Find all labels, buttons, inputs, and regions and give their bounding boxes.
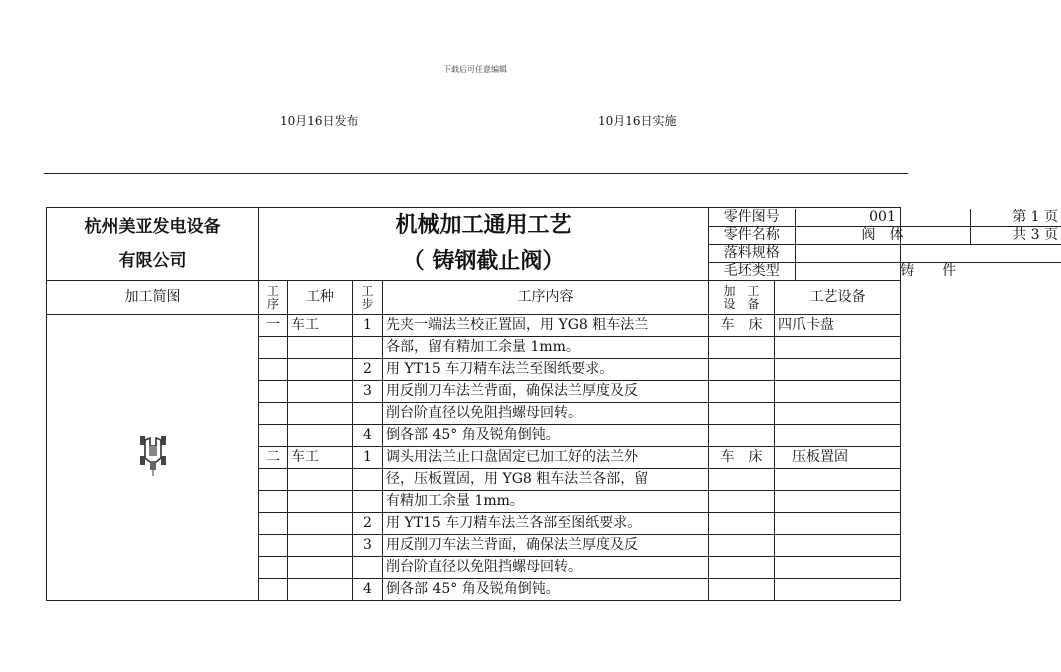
seq-cell: 一 — [259, 315, 288, 337]
step-cell: 2 — [353, 359, 383, 381]
seq-cell — [259, 359, 288, 381]
step-cell — [353, 491, 383, 513]
col-seq-2: 序 — [266, 296, 279, 311]
trade-cell — [288, 425, 353, 447]
process-sketch-cell — [47, 315, 259, 601]
blank-type-value: 铸 件 — [900, 262, 957, 279]
equipment-cell — [709, 469, 775, 491]
tooling-cell — [775, 579, 901, 601]
seq-cell — [259, 491, 288, 513]
valve-body-sketch-icon — [138, 432, 168, 478]
equipment-cell — [709, 381, 775, 403]
company-line-1: 杭州美亚发电设备 — [84, 217, 221, 237]
title-line-2: （ 铸钢截止阀） — [402, 249, 565, 274]
tooling-cell — [775, 381, 901, 403]
col-step-2: 步 — [361, 296, 374, 311]
header-note: 下载后可任意编辑 — [443, 65, 507, 74]
col-equip — [709, 281, 775, 315]
process-row — [47, 315, 901, 337]
seq-cell — [259, 337, 288, 359]
col-seq-1: 工 — [266, 283, 279, 298]
trade-cell — [288, 535, 353, 557]
equipment-cell — [709, 425, 775, 447]
equipment-cell — [709, 337, 775, 359]
content-cell: 倒各部 45° 角及锐角倒钝。 — [383, 425, 709, 447]
trade-cell — [288, 337, 353, 359]
step-cell — [353, 403, 383, 425]
trade-cell — [288, 469, 353, 491]
page-number: 第 1 页 — [970, 209, 1061, 227]
equipment-cell — [709, 557, 775, 579]
company-name — [47, 208, 259, 281]
step-cell: 1 — [353, 315, 383, 337]
step-cell — [353, 337, 383, 359]
trade-cell — [288, 557, 353, 579]
step-cell — [353, 469, 383, 491]
col-content: 工序内容 — [383, 281, 709, 315]
col-equip-2: 设 备 — [723, 296, 760, 311]
trade-cell: 车工 — [288, 447, 353, 469]
step-cell: 4 — [353, 579, 383, 601]
step-cell: 3 — [353, 381, 383, 403]
page-total: 共 3 页 — [970, 226, 1061, 244]
col-seq — [259, 281, 288, 315]
content-cell: 有精加工余量 1mm。 — [383, 491, 709, 513]
seq-cell — [259, 403, 288, 425]
tooling-cell — [775, 337, 901, 359]
tooling-cell: 压板置固 — [775, 447, 901, 469]
equipment-cell — [709, 513, 775, 535]
content-cell: 用反削刀车法兰背面，确保法兰厚度及反 — [383, 381, 709, 403]
equipment-cell — [709, 359, 775, 381]
seq-cell — [259, 579, 288, 601]
content-cell: 倒各部 45° 角及锐角倒钝。 — [383, 579, 709, 601]
trade-cell — [288, 491, 353, 513]
header-divider — [44, 173, 908, 174]
seq-cell — [259, 425, 288, 447]
content-cell: 调头用法兰止口盘固定已加工好的法兰外 — [383, 447, 709, 469]
seq-cell — [259, 513, 288, 535]
trade-cell — [288, 359, 353, 381]
blank-spec-value — [795, 244, 1061, 262]
seq-cell — [259, 469, 288, 491]
tooling-cell — [775, 557, 901, 579]
publish-date: 10月16日发布 — [280, 114, 359, 128]
part-name-label: 零件名称 — [709, 226, 795, 244]
step-cell: 3 — [353, 535, 383, 557]
col-sketch: 加工简图 — [47, 281, 259, 315]
step-cell: 1 — [353, 447, 383, 469]
content-cell: 用 YT15 车刀精车法兰各部至图纸要求。 — [383, 513, 709, 535]
tooling-cell — [775, 513, 901, 535]
trade-cell — [288, 513, 353, 535]
tooling-cell — [775, 469, 901, 491]
content-cell: 削台阶直径以免阻挡螺母回转。 — [383, 403, 709, 425]
seq-cell — [259, 535, 288, 557]
content-cell: 各部，留有精加工余量 1mm。 — [383, 337, 709, 359]
part-no-label: 零件图号 — [709, 209, 795, 227]
tooling-cell — [775, 359, 901, 381]
seq-cell — [259, 381, 288, 403]
part-name-value: 阀 体 — [795, 226, 970, 244]
col-trade: 工种 — [288, 281, 353, 315]
part-no-value: 001 — [795, 209, 970, 227]
info-block — [709, 208, 1059, 281]
blank-type-label: 毛坯类型 — [709, 262, 795, 280]
company-line-2: 有限公司 — [118, 251, 187, 271]
col-step-1: 工 — [361, 283, 374, 298]
effective-date: 10月16日实施 — [598, 114, 677, 128]
step-cell — [353, 557, 383, 579]
process-card-table — [46, 207, 1059, 601]
content-cell: 径，压板置固，用 YG8 粗车法兰各部，留 — [383, 469, 709, 491]
tooling-cell — [775, 491, 901, 513]
seq-cell: 二 — [259, 447, 288, 469]
blank-spec-label: 落料规格 — [709, 244, 795, 262]
col-tooling: 工艺设备 — [775, 281, 901, 315]
content-cell: 用 YT15 车刀精车法兰至图纸要求。 — [383, 359, 709, 381]
col-equip-1: 加 工 — [723, 283, 760, 298]
col-step — [353, 281, 383, 315]
step-cell: 4 — [353, 425, 383, 447]
trade-cell — [288, 381, 353, 403]
tooling-cell — [775, 425, 901, 447]
tooling-cell — [775, 535, 901, 557]
trade-cell — [288, 579, 353, 601]
trade-cell — [288, 403, 353, 425]
equipment-cell: 车 床 — [709, 315, 775, 337]
tooling-cell: 四爪卡盘 — [775, 315, 901, 337]
content-cell: 用反削刀车法兰背面，确保法兰厚度及反 — [383, 535, 709, 557]
content-cell: 先夹一端法兰校正置固，用 YG8 粗车法兰 — [383, 315, 709, 337]
title-line-1: 机械加工通用工艺 — [395, 213, 572, 238]
document-title — [259, 208, 709, 281]
equipment-cell — [709, 403, 775, 425]
column-header-row — [47, 281, 901, 315]
trade-cell: 车工 — [288, 315, 353, 337]
tooling-cell — [775, 403, 901, 425]
equipment-cell — [709, 535, 775, 557]
equipment-cell — [709, 491, 775, 513]
step-cell: 2 — [353, 513, 383, 535]
seq-cell — [259, 557, 288, 579]
equipment-cell — [709, 579, 775, 601]
content-cell: 削台阶直径以免阻挡螺母回转。 — [383, 557, 709, 579]
equipment-cell: 车 床 — [709, 447, 775, 469]
